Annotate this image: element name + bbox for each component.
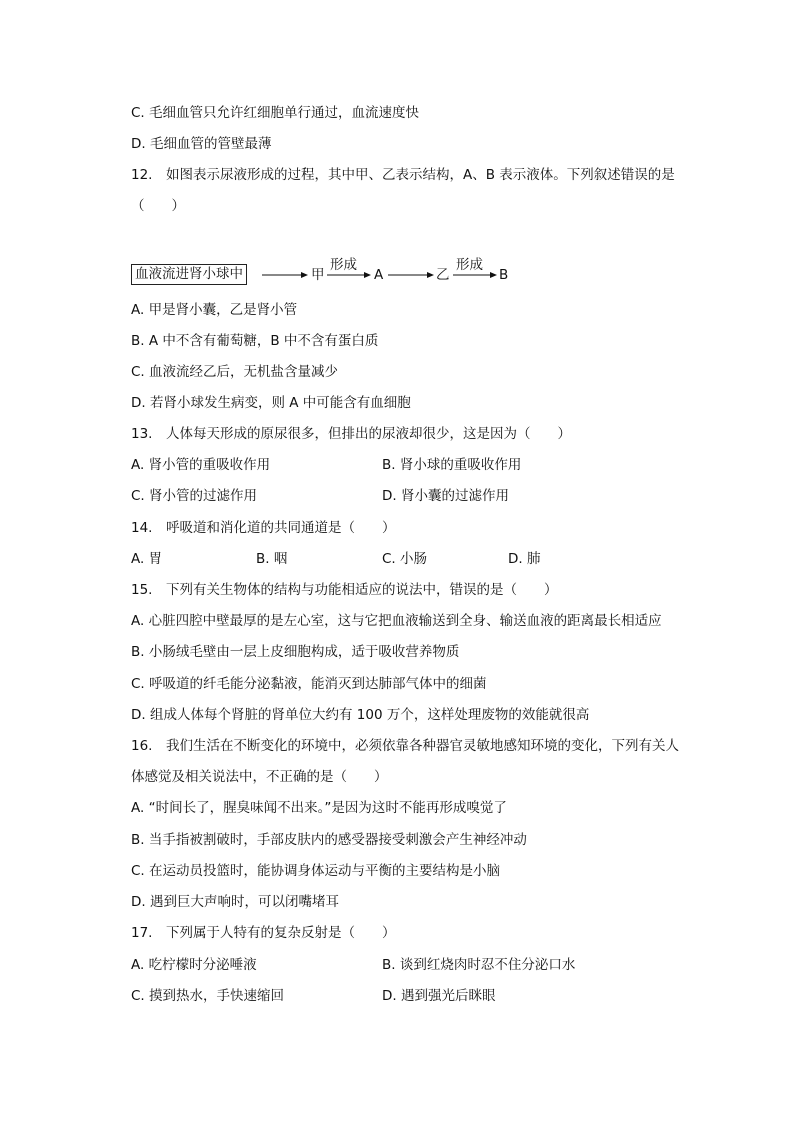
diagram-arrow-3 xyxy=(388,269,434,281)
option-c-capillary: C. 毛细血管只允许红细胞单行通过，血流速度快 xyxy=(131,105,420,121)
question-14-stem: 14. 呼吸道和消化道的共同通道是（ ） xyxy=(131,520,396,536)
question-16-option-c: C. 在运动员投篮时，能协调身体运动与平衡的主要结构是小脑 xyxy=(131,863,501,879)
question-13-option-b: B. 肾小球的重吸收作用 xyxy=(382,457,522,473)
question-13-option-d: D. 肾小囊的过滤作用 xyxy=(382,488,509,504)
diagram-label-form-1: 形成 xyxy=(330,257,357,273)
question-14-option-c: C. 小肠 xyxy=(382,551,428,567)
diagram-arrow-2 xyxy=(327,269,371,281)
question-16-stem-cont: 体感觉及相关说法中，不正确的是（ ） xyxy=(131,769,388,785)
question-15-option-a: A. 心脏四腔中壁最厚的是左心室，这与它把血液输送到全身、输送血液的距离最长相适应 xyxy=(131,613,662,629)
diagram-node-a: A xyxy=(374,267,384,283)
question-12-option-d: D. 若肾小球发生病变，则 A 中可能含有血细胞 xyxy=(131,395,411,411)
question-16-stem: 16. 我们生活在不断变化的环境中，必须依靠各种器官灵敏地感知环境的变化，下列有关人 xyxy=(131,738,679,754)
question-16-option-d: D. 遇到巨大声响时，可以闭嘴堵耳 xyxy=(131,894,339,910)
diagram-node-jia: 甲 xyxy=(311,267,325,283)
question-17-option-a: A. 吃柠檬时分泌唾液 xyxy=(131,957,257,973)
diagram-label-form-2: 形成 xyxy=(456,257,483,273)
question-13-option-a: A. 肾小管的重吸收作用 xyxy=(131,457,271,473)
question-17-option-c: C. 摸到热水，手快速缩回 xyxy=(131,988,285,1004)
diagram-arrow-1 xyxy=(262,269,308,281)
question-17-option-b: B. 谈到红烧肉时忍不住分泌口水 xyxy=(382,957,576,973)
question-12-option-b: B. A 中不含有葡萄糖，B 中不含有蛋白质 xyxy=(131,333,379,349)
question-12-option-c: C. 血液流经乙后，无机盐含量减少 xyxy=(131,364,339,380)
question-16-option-a: A. “时间长了，腥臭味闻不出来。”是因为这时不能再形成嗅觉了 xyxy=(131,800,507,816)
question-16-option-b: B. 当手指被割破时，手部皮肤内的感受器接受刺激会产生神经冲动 xyxy=(131,832,527,848)
question-14-option-d: D. 肺 xyxy=(508,551,541,567)
diagram-node-b: B xyxy=(499,267,509,283)
question-17-stem: 17. 下列属于人特有的复杂反射是（ ） xyxy=(131,925,396,941)
question-12-blank: （ ） xyxy=(131,198,185,214)
diagram-start-box: 血液流进肾小球中 xyxy=(131,264,247,285)
diagram-arrow-4 xyxy=(453,269,497,281)
question-17-option-d: D. 遇到强光后眯眼 xyxy=(382,988,496,1004)
question-12-stem: 12. 如图表示尿液形成的过程，其中甲、乙表示结构，A、B 表示液体。下列叙述错误的是 xyxy=(131,167,675,183)
question-15-option-b: B. 小肠绒毛壁由一层上皮细胞构成，适于吸收营养物质 xyxy=(131,644,460,660)
question-14-option-a: A. 胃 xyxy=(131,551,163,567)
diagram-node-yi: 乙 xyxy=(436,267,450,283)
question-13-stem: 13. 人体每天形成的原尿很多，但排出的尿液却很少，这是因为（ ） xyxy=(131,426,571,442)
question-15-option-d: D. 组成人体每个肾脏的肾单位大约有 100 万个，这样处理废物的效能就很高 xyxy=(131,707,590,723)
question-13-option-c: C. 肾小管的过滤作用 xyxy=(131,488,258,504)
question-15-option-c: C. 呼吸道的纤毛能分泌黏液，能消灭到达肺部气体中的细菌 xyxy=(131,676,487,692)
option-d-capillary: D. 毛细血管的管壁最薄 xyxy=(131,136,272,152)
urine-formation-diagram xyxy=(131,257,551,288)
question-15-stem: 15. 下列有关生物体的结构与功能相适应的说法中，错误的是（ ） xyxy=(131,582,558,598)
question-12-option-a: A. 甲是肾小囊，乙是肾小管 xyxy=(131,302,298,318)
question-14-option-b: B. 咽 xyxy=(256,551,288,567)
